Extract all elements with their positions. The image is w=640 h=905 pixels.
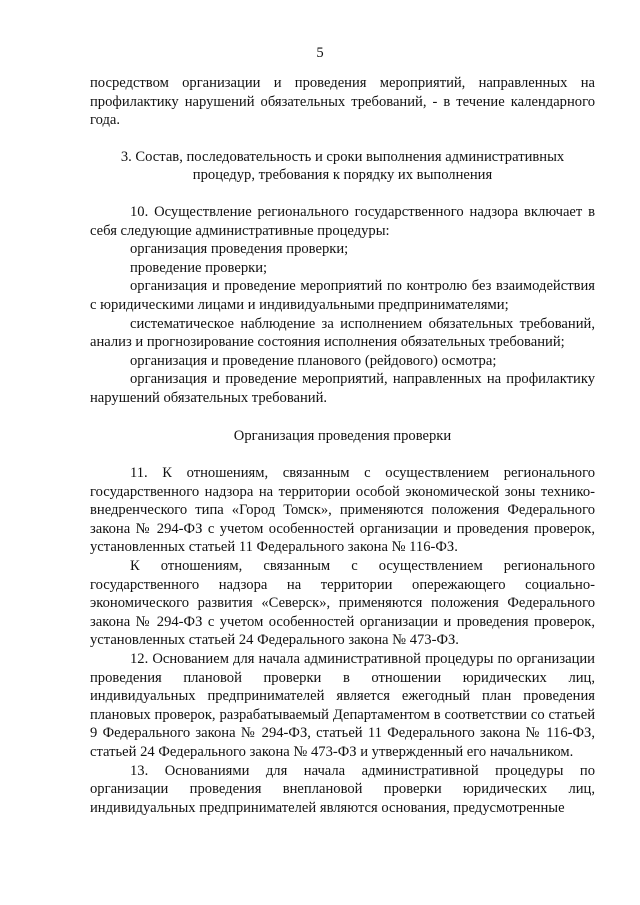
list-item: проведение проверки; xyxy=(130,259,268,276)
section-title: 3. Состав, последовательность и сроки выполнения административных процедур, требования к порядку их выполнения xyxy=(120,148,565,184)
paragraph-11b: К отношениям, связанным с осуществлением регионального государственного надзора на территории опережающего социально-экономического развития «Северск», применяются положения Федерального закона № 294-ФЗ с учетом особенностей организации и проведения проверок, установленных статьей 24 Федерального закона № 473-ФЗ. xyxy=(90,558,595,649)
subheading: Организация проведения проверки xyxy=(233,427,452,444)
paragraph-10: 10. Осуществление регионального государственного надзора включает в себя следующие административные процедуры: xyxy=(90,203,595,239)
paragraph-12: 12. Основанием для начала административной процедуры по организации проведения плановой проверки в отношении юридических лиц, индивидуальных предпринимателей является ежегодный план проведения плановых проверок, разрабатываемый Департаментом в соответствии со статьей 9 Федерального закона № 294-ФЗ, статьей 11 Федерального закона № 116-ФЗ, статьей 24 Федерального закона № 473-ФЗ и утвержденный его начальником. xyxy=(90,651,595,760)
list-item: организация проведения проверки; xyxy=(130,241,349,258)
list-item: организация и проведение мероприятий по контролю без взаимодействия с юридическими лицами и индивидуальными предпринимателями; xyxy=(90,278,595,313)
paragraph-13: 13. Основаниями для начала административной процедуры по организации проведения внеплановой проверки юридических лиц, индивидуальных предпринимателей являются основания, предусмотренные xyxy=(90,762,595,816)
list-item: организация и проведение планового (рейдового) осмотра; xyxy=(130,352,497,369)
paragraph-11a: 11. К отношениям, связанным с осуществлением регионального государственного надзора на территории особой экономической зоны технико-внедренческого типа «Город Томск», применяются положения Федерального закона № 294-ФЗ с учетом особенностей организации и проведения проверок, установленных статьей 11 Федерального закона № 116-ФЗ. xyxy=(90,465,595,556)
list-item: организация и проведение мероприятий, направленных на профилактику нарушений обязательных требований. xyxy=(90,371,595,406)
list-item: систематическое наблюдение за исполнением обязательных требований, анализ и прогнозирование состояния исполнения обязательных требований; xyxy=(90,315,595,351)
document-body xyxy=(90,74,595,817)
intro-paragraph: посредством организации и проведения мероприятий, направленных на профилактику нарушений обязательных требований, - в течение календарного года. xyxy=(90,75,595,129)
page-number: 5 xyxy=(316,45,324,61)
